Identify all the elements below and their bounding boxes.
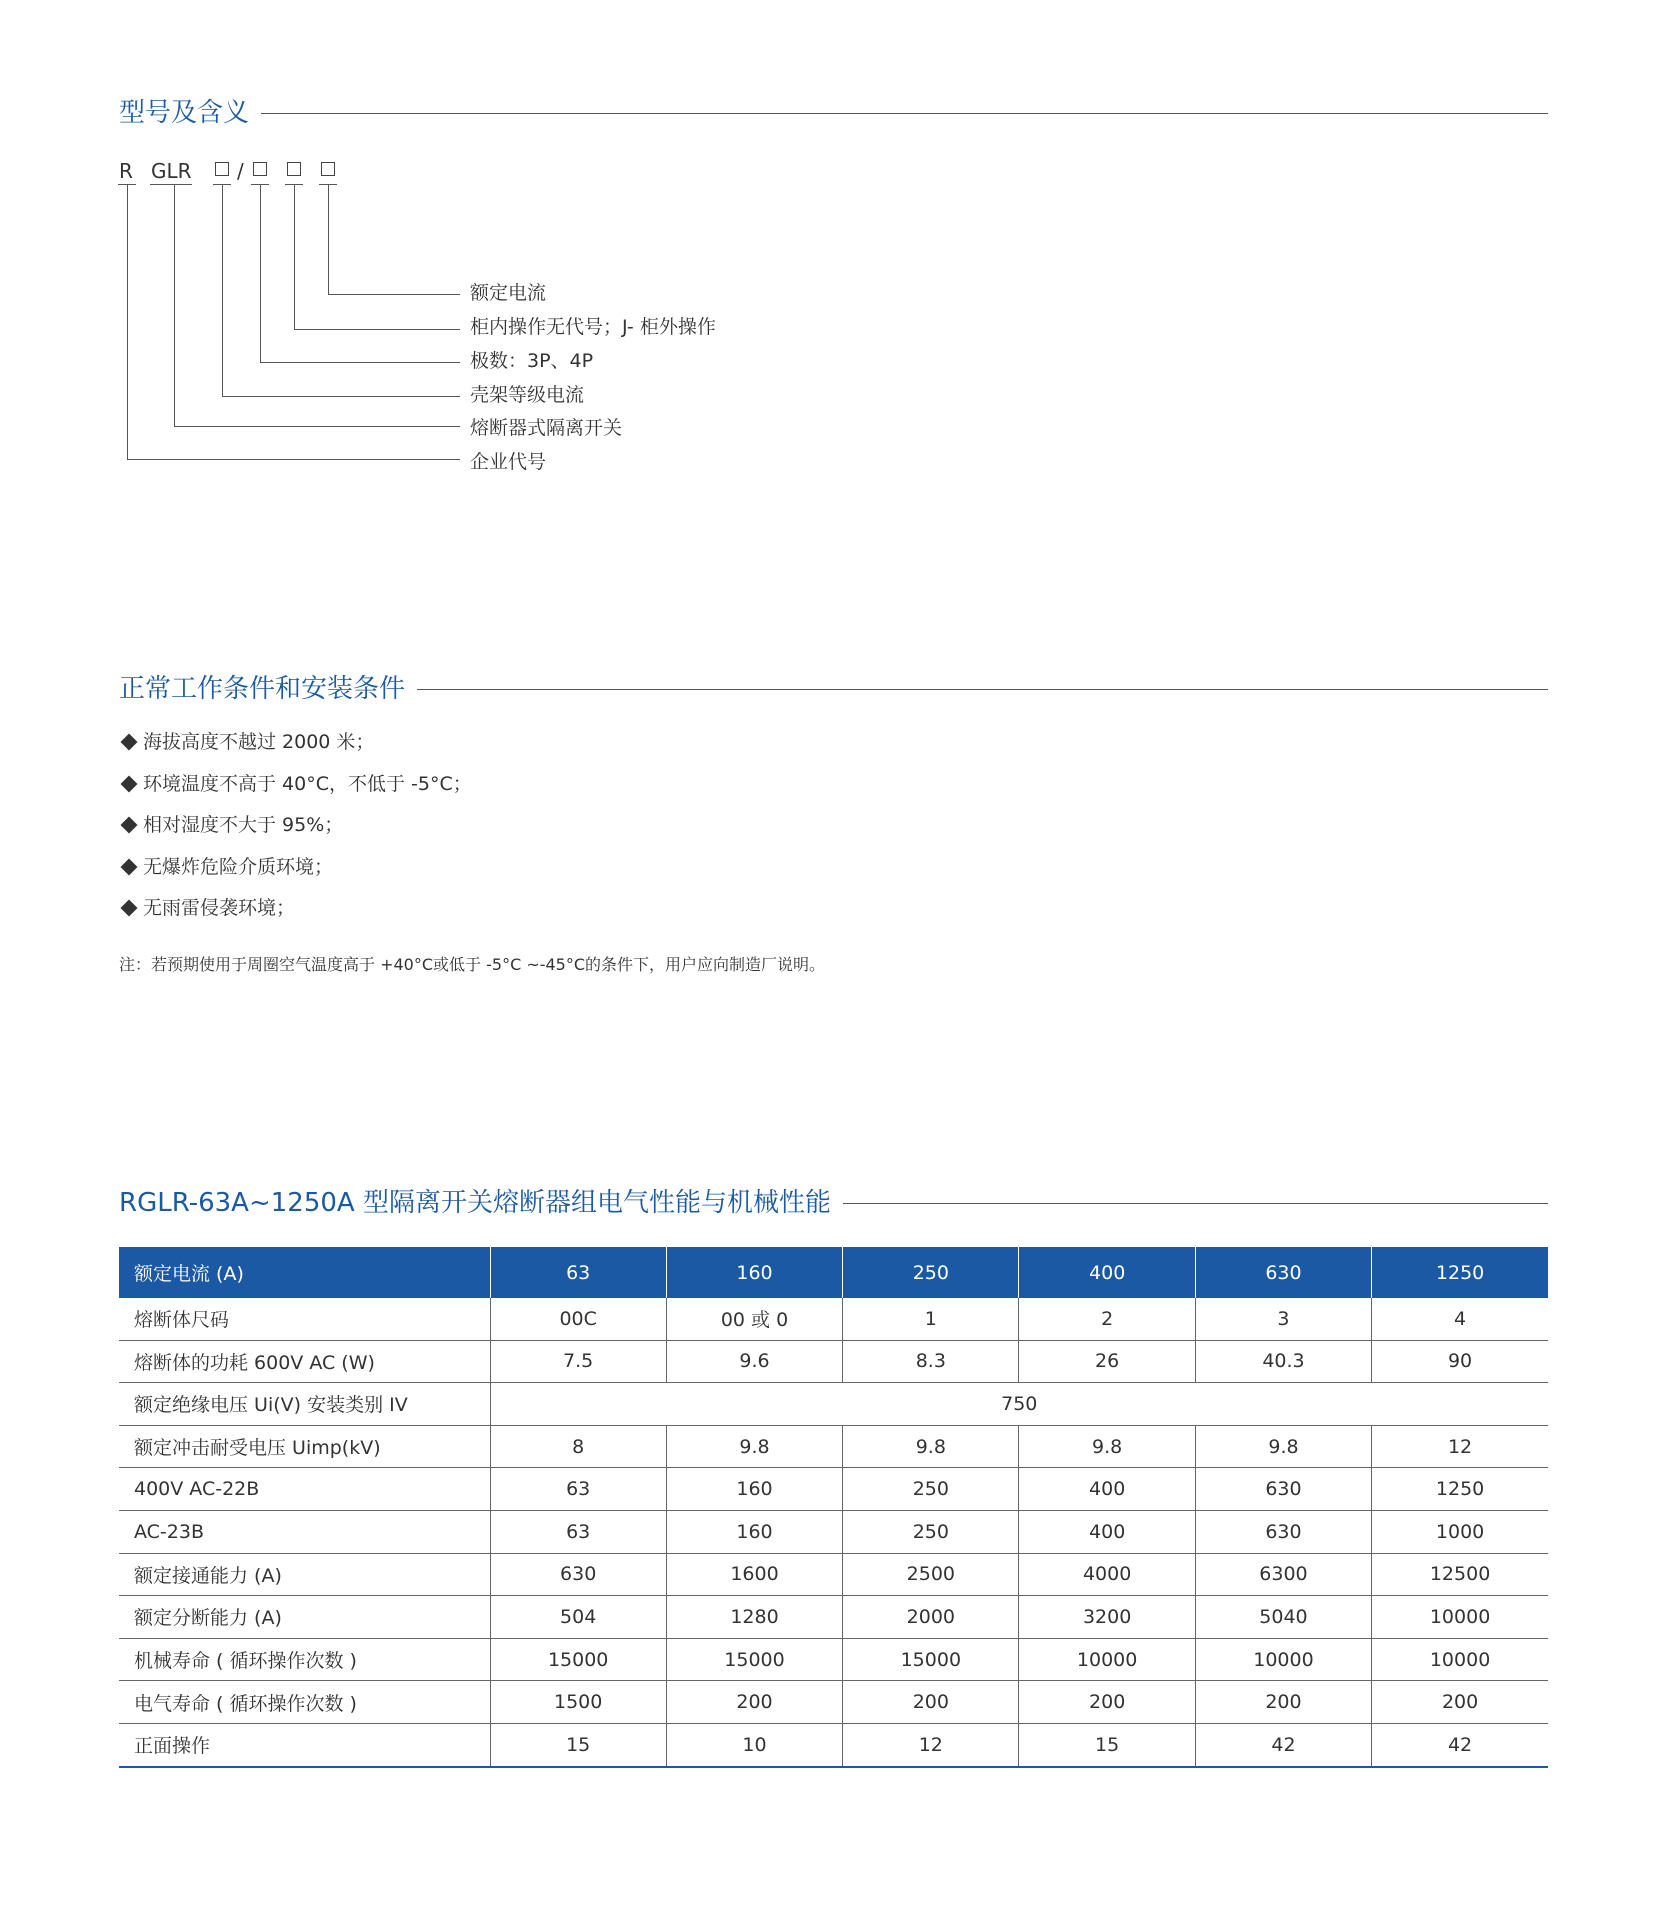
row-label: 电气寿命 ( 循环操作次数 )	[119, 1681, 490, 1724]
row-label: 额定冲击耐受电压 Uimp(kV)	[119, 1425, 490, 1468]
legend-operation: 柜内操作无代号；J- 柜外操作	[470, 316, 716, 338]
table-cell: 10	[666, 1723, 842, 1766]
stem-glr	[174, 184, 175, 426]
header-cell: 250	[843, 1247, 1019, 1298]
table-cell: 10000	[1372, 1638, 1548, 1681]
list-item	[119, 730, 472, 772]
stem-box4	[328, 184, 329, 294]
title-rule	[417, 689, 1548, 690]
diamond-bullet-icon	[121, 775, 138, 792]
code-box-poles	[253, 162, 267, 176]
conditions-list	[119, 730, 472, 938]
list-item	[119, 813, 472, 855]
table-cell: 504	[490, 1596, 666, 1639]
table-row	[119, 1681, 1548, 1724]
code-slash: /	[237, 159, 244, 183]
table-cell: 2	[1019, 1298, 1195, 1340]
table-cell: 9.8	[1195, 1425, 1371, 1468]
header-cell: 63	[490, 1247, 666, 1298]
section-title-conditions-text: 正常工作条件和安装条件	[119, 674, 406, 704]
table-cell: 8	[490, 1425, 666, 1468]
diamond-bullet-icon	[121, 900, 138, 917]
table-cell: 15	[490, 1723, 666, 1766]
table-cell: 2500	[843, 1553, 1019, 1596]
header-cell: 1250	[1372, 1247, 1548, 1298]
table-cell: 200	[1372, 1681, 1548, 1724]
table-cell: 400	[1019, 1510, 1195, 1553]
table-cell: 15	[1019, 1723, 1195, 1766]
table-cell: 26	[1019, 1340, 1195, 1383]
table-row	[119, 1510, 1548, 1553]
table-cell: 15000	[843, 1638, 1019, 1681]
section-title-conditions	[119, 676, 1548, 702]
row-label: 额定接通能力 (A)	[119, 1553, 490, 1596]
tick-glr	[150, 184, 192, 185]
legend-poles: 极数：3P、4P	[470, 350, 594, 372]
code-glr: GLR	[151, 159, 192, 183]
condition-text: 相对湿度不大于 95%；	[143, 814, 344, 836]
table-row	[119, 1340, 1548, 1383]
table-cell: 630	[490, 1553, 666, 1596]
table-cell: 3	[1195, 1298, 1371, 1340]
table-cell: 42	[1372, 1723, 1548, 1766]
table-cell: 160	[666, 1468, 842, 1511]
legend-rated-current: 额定电流	[470, 282, 547, 304]
table-cell: 9.6	[666, 1340, 842, 1383]
code-box-frame-current	[215, 162, 229, 176]
table-cell: 1600	[666, 1553, 842, 1596]
list-item	[119, 772, 472, 814]
table-cell: 8.3	[843, 1340, 1019, 1383]
table-cell-merged: 750	[490, 1383, 1548, 1426]
list-item	[119, 896, 472, 938]
table-cell: 63	[490, 1510, 666, 1553]
table-cell: 10000	[1195, 1638, 1371, 1681]
table-cell: 9.8	[666, 1425, 842, 1468]
code-prefix-r: R	[119, 159, 133, 183]
legend-company-code: 企业代号	[470, 451, 547, 473]
table-cell: 9.8	[1019, 1425, 1195, 1468]
table-cell: 200	[1195, 1681, 1371, 1724]
condition-text: 无爆炸危险介质环境；	[143, 855, 334, 878]
row-label: AC-23B	[119, 1510, 490, 1553]
stem-r	[127, 184, 128, 459]
table-cell: 63	[490, 1468, 666, 1511]
row-label: 400V AC-22B	[119, 1468, 490, 1511]
row-label: 熔断体的功耗 600V AC (W)	[119, 1340, 490, 1383]
table-cell: 200	[666, 1681, 842, 1724]
table-cell: 7.5	[490, 1340, 666, 1383]
table-cell: 400	[1019, 1468, 1195, 1511]
diamond-bullet-icon	[121, 734, 138, 751]
legend-frame-current: 壳架等级电流	[470, 384, 585, 406]
table-cell: 200	[1019, 1681, 1195, 1724]
table-row	[119, 1638, 1548, 1681]
header-cell: 630	[1195, 1247, 1371, 1298]
table-cell: 3200	[1019, 1596, 1195, 1639]
table-cell: 15000	[490, 1638, 666, 1681]
condition-text: 海拔高度不越过 2000 米；	[143, 731, 375, 753]
table-cell: 10000	[1372, 1596, 1548, 1639]
table-cell: 4000	[1019, 1553, 1195, 1596]
table-cell: 1000	[1372, 1510, 1548, 1553]
table-row	[119, 1425, 1548, 1468]
table-cell: 90	[1372, 1340, 1548, 1383]
list-item	[119, 855, 472, 897]
table-cell: 250	[843, 1510, 1019, 1553]
header-cell: 160	[666, 1247, 842, 1298]
table-cell: 10000	[1019, 1638, 1195, 1681]
table-row	[119, 1298, 1548, 1340]
table-cell: 00C	[490, 1298, 666, 1340]
stem-box3	[294, 184, 295, 329]
section-title-performance	[119, 1190, 1548, 1216]
arm-frame-current	[222, 396, 460, 397]
table-cell: 12	[843, 1723, 1019, 1766]
table-cell: 6300	[1195, 1553, 1371, 1596]
table-cell: 9.8	[843, 1425, 1019, 1468]
table-cell: 5040	[1195, 1596, 1371, 1639]
row-label: 额定绝缘电压 Ui(V) 安装类别 IV	[119, 1383, 490, 1426]
conditions-note: 注：若预期使用于周圈空气温度高于 +40°C或低于 -5°C ~-45°C的条件下，用户应向制造厂说明。	[119, 955, 826, 974]
table-cell: 630	[1195, 1468, 1371, 1511]
table-cell: 630	[1195, 1510, 1371, 1553]
table-cell: 250	[843, 1468, 1019, 1511]
legend-fuse-switch: 熔断器式隔离开关	[470, 417, 623, 439]
stem-box1	[222, 184, 223, 396]
section-title-performance-text: RGLR-63A~1250A 型隔离开关熔断器组电气性能与机械性能	[119, 1188, 831, 1218]
row-label: 正面操作	[119, 1723, 490, 1766]
row-label: 机械寿命 ( 循环操作次数 )	[119, 1638, 490, 1681]
performance-table	[119, 1247, 1548, 1768]
table-cell: 2000	[843, 1596, 1019, 1639]
condition-text: 环境温度不高于 40°C，不低于 -5°C；	[143, 772, 472, 795]
diamond-bullet-icon	[121, 858, 138, 875]
section-title-model-text: 型号及含义	[119, 98, 250, 128]
table-row	[119, 1383, 1548, 1426]
code-box-rated-current	[321, 162, 335, 176]
code-box-operation	[287, 162, 301, 176]
stem-box2	[260, 184, 261, 362]
table-row	[119, 1723, 1548, 1766]
table-cell: 15000	[666, 1638, 842, 1681]
table-header-row	[119, 1247, 1548, 1298]
title-rule	[843, 1203, 1548, 1204]
row-label: 熔断体尺码	[119, 1298, 490, 1340]
arm-operation	[294, 329, 460, 330]
arm-poles	[260, 362, 460, 363]
header-cell: 400	[1019, 1247, 1195, 1298]
table-cell: 200	[843, 1681, 1019, 1724]
arm-company-code	[127, 459, 460, 460]
table-row	[119, 1596, 1548, 1639]
table-cell: 4	[1372, 1298, 1548, 1340]
header-cell: 额定电流 (A)	[119, 1247, 490, 1298]
table-cell: 1500	[490, 1681, 666, 1724]
table-row	[119, 1553, 1548, 1596]
table-cell: 00 或 0	[666, 1298, 842, 1340]
table-cell: 1	[843, 1298, 1019, 1340]
table-cell: 1250	[1372, 1468, 1548, 1511]
table-row	[119, 1468, 1548, 1511]
arm-fuse-switch	[174, 426, 460, 427]
arm-rated-current	[328, 294, 460, 295]
diamond-bullet-icon	[121, 817, 138, 834]
condition-text: 无雨雷侵袭环境；	[143, 897, 296, 919]
table-cell: 42	[1195, 1723, 1371, 1766]
table-cell: 40.3	[1195, 1340, 1371, 1383]
table-cell: 12500	[1372, 1553, 1548, 1596]
model-code-diagram	[0, 0, 1654, 500]
table-cell: 160	[666, 1510, 842, 1553]
table-cell: 12	[1372, 1425, 1548, 1468]
table-cell: 1280	[666, 1596, 842, 1639]
row-label: 额定分断能力 (A)	[119, 1596, 490, 1639]
